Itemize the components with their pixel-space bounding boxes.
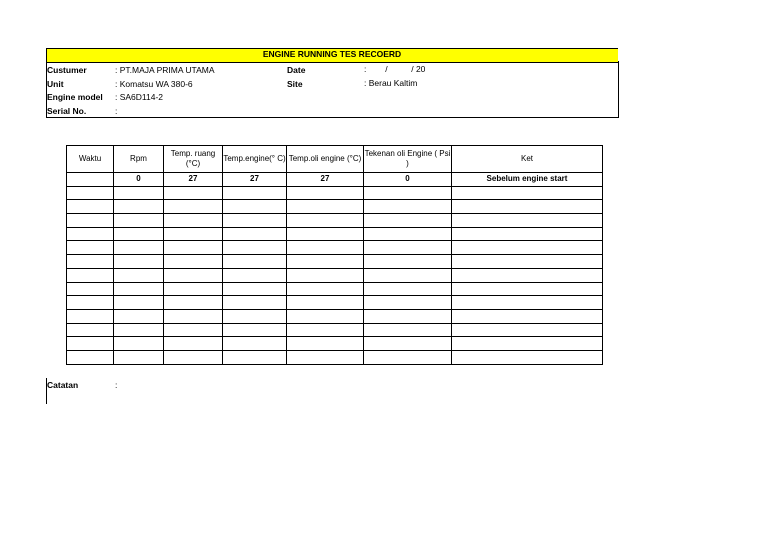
table-cell: [114, 282, 164, 296]
serial-value: :: [115, 106, 118, 116]
table-cell: [223, 268, 287, 282]
table-cell: [114, 323, 164, 337]
table-cell: [287, 186, 364, 200]
header-bottom-border: [46, 117, 619, 118]
table-cell: [364, 255, 452, 269]
col-temp-engine: Temp.engine(° C): [223, 146, 287, 173]
table-cell: [114, 214, 164, 228]
table-cell: [223, 350, 287, 364]
table-cell: [452, 241, 603, 255]
table-cell: [67, 186, 114, 200]
table-cell: [223, 255, 287, 269]
table-cell: [164, 282, 223, 296]
col-rpm: Rpm: [114, 146, 164, 173]
table-cell: [67, 323, 114, 337]
table-cell: [452, 214, 603, 228]
table-row: [67, 214, 603, 228]
table-cell: [364, 186, 452, 200]
table-cell: [114, 241, 164, 255]
engine-model-label: Engine model: [47, 92, 103, 102]
table-cell: [452, 323, 603, 337]
table-cell: [223, 241, 287, 255]
engine-model-value: : SA6D114-2: [115, 92, 164, 102]
table-cell: 27: [223, 173, 287, 187]
table-cell: [287, 268, 364, 282]
table-cell: [67, 268, 114, 282]
table-cell: [114, 268, 164, 282]
table-cell: [287, 200, 364, 214]
table-cell: 0: [114, 173, 164, 187]
table-cell: [287, 241, 364, 255]
catatan-value: :: [115, 380, 118, 390]
table-cell: 0: [364, 173, 452, 187]
table-cell: [452, 282, 603, 296]
table-cell: [287, 227, 364, 241]
table-cell: [364, 227, 452, 241]
table-cell: [364, 214, 452, 228]
table-cell: 27: [164, 173, 223, 187]
table-cell: [452, 200, 603, 214]
table-cell: [164, 186, 223, 200]
table-cell: [164, 227, 223, 241]
table-row: [67, 227, 603, 241]
table-cell: [364, 268, 452, 282]
table-cell: [164, 241, 223, 255]
col-waktu: Waktu: [67, 146, 114, 173]
table-row: [67, 337, 603, 351]
table-cell: [452, 186, 603, 200]
table-cell: [223, 227, 287, 241]
site-value: : Berau Kaltim: [364, 78, 418, 88]
table-cell: [287, 337, 364, 351]
table-cell: [67, 241, 114, 255]
table-cell: [164, 200, 223, 214]
table-cell: [452, 268, 603, 282]
table-cell: [114, 200, 164, 214]
col-temp-ruang: Temp. ruang (°C): [164, 146, 223, 173]
table-cell: [287, 255, 364, 269]
table-row: [67, 200, 603, 214]
table-row: [67, 173, 603, 187]
table-cell: [67, 255, 114, 269]
table-cell: [287, 323, 364, 337]
table-cell: [452, 309, 603, 323]
header-right-border: [618, 61, 619, 118]
table-cell: [223, 282, 287, 296]
table-cell: [164, 350, 223, 364]
table-header-row: [67, 146, 603, 173]
unit-value: : Komatsu WA 380-6: [115, 79, 193, 89]
col-ket: Ket: [452, 146, 603, 173]
table-cell: [364, 337, 452, 351]
table-cell: [452, 337, 603, 351]
table-cell: [287, 309, 364, 323]
table-cell: [67, 214, 114, 228]
table-cell: [364, 309, 452, 323]
table-cell: [164, 296, 223, 310]
table-cell: [452, 227, 603, 241]
engine-test-table: [66, 145, 603, 365]
customer-value: : PT.MAJA PRIMA UTAMA: [115, 65, 215, 75]
table-cell: [164, 268, 223, 282]
catatan-label: Catatan: [47, 380, 79, 390]
table-cell: [364, 241, 452, 255]
table-cell: [287, 350, 364, 364]
table-cell: [364, 282, 452, 296]
table-row: [67, 323, 603, 337]
table-cell: [114, 350, 164, 364]
table-cell: 27: [287, 173, 364, 187]
table-row: [67, 241, 603, 255]
table-cell: [67, 350, 114, 364]
table-row: [67, 350, 603, 364]
table-cell: [287, 296, 364, 310]
col-temp-oli: Temp.oli engine (°C): [287, 146, 364, 173]
table-cell: [223, 200, 287, 214]
table-cell: [452, 255, 603, 269]
table-cell: [223, 186, 287, 200]
table-cell: [452, 296, 603, 310]
table-cell: [114, 227, 164, 241]
document-title: ENGINE RUNNING TES RECOERD: [262, 49, 402, 59]
unit-label: Unit: [47, 79, 64, 89]
table-cell: [114, 337, 164, 351]
table-cell: [223, 323, 287, 337]
table-cell: [67, 173, 114, 187]
table-cell: [164, 255, 223, 269]
table-row: [67, 186, 603, 200]
table-cell: [67, 309, 114, 323]
table-cell: [67, 337, 114, 351]
table-cell: [114, 255, 164, 269]
catatan-left-border: [46, 378, 47, 404]
table-cell: [164, 214, 223, 228]
table-cell: [223, 296, 287, 310]
table-cell: [67, 200, 114, 214]
table-row: [67, 296, 603, 310]
table-cell: [364, 323, 452, 337]
site-label: Site: [287, 79, 303, 89]
table-cell: [114, 296, 164, 310]
table-cell: [164, 323, 223, 337]
table-cell: [67, 227, 114, 241]
table-row: [67, 309, 603, 323]
table-cell: [164, 337, 223, 351]
table-cell: [364, 200, 452, 214]
table-cell: [364, 296, 452, 310]
table-cell: [223, 337, 287, 351]
table-cell: [114, 186, 164, 200]
table-cell: [287, 282, 364, 296]
table-cell: [223, 214, 287, 228]
customer-label: Custumer: [47, 65, 87, 75]
table-cell: [364, 350, 452, 364]
table-cell: [67, 282, 114, 296]
table-cell: [114, 309, 164, 323]
table-row: [67, 282, 603, 296]
table-cell: [164, 309, 223, 323]
date-value: : / / 20: [364, 64, 426, 74]
table-cell: [67, 296, 114, 310]
table-cell: [223, 309, 287, 323]
table-cell: [452, 350, 603, 364]
serial-label: Serial No.: [47, 106, 87, 116]
date-label: Date: [287, 65, 306, 75]
table-row: [67, 255, 603, 269]
table-cell: [287, 214, 364, 228]
table-cell: Sebelum engine start: [452, 173, 603, 187]
col-tekanan-oli: Tekenan oli Engine ( Psi ): [364, 146, 452, 173]
table-row: [67, 268, 603, 282]
